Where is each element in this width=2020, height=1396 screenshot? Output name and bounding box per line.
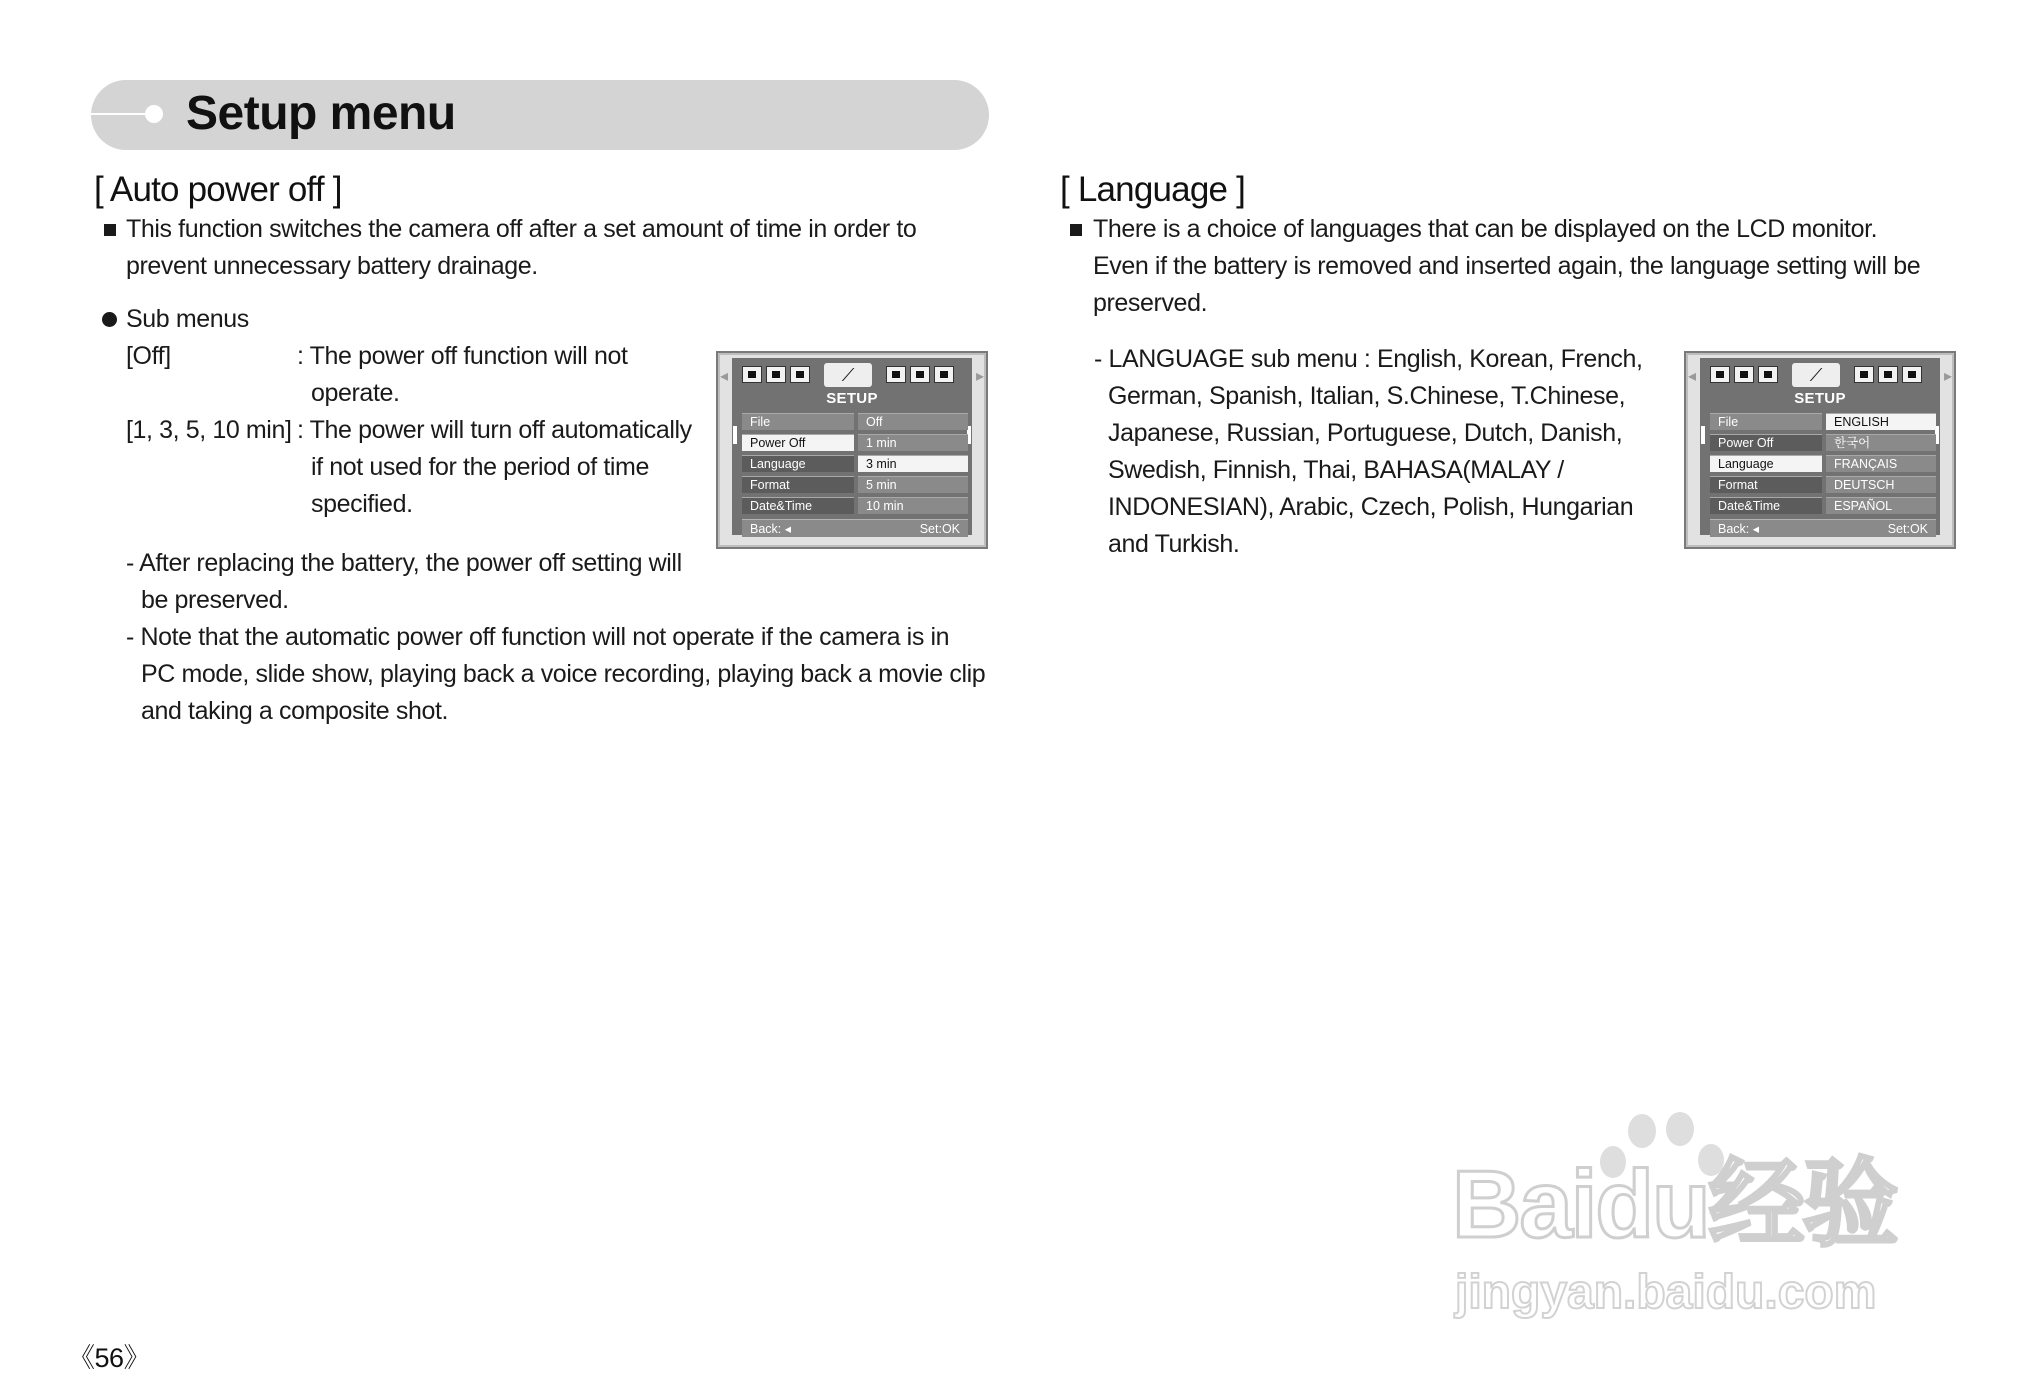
mode-icon bbox=[1902, 366, 1922, 383]
page-title: Setup menu bbox=[186, 87, 456, 140]
mode-icon bbox=[742, 366, 762, 383]
lcd-menu-item: Power Off bbox=[742, 434, 854, 451]
mode-icon bbox=[1758, 366, 1778, 383]
lcd-menu-item: Language bbox=[742, 455, 854, 472]
lcd-setup-header: SETUP bbox=[1794, 390, 1846, 407]
lcd-scroll-marker bbox=[1701, 426, 1705, 444]
lcd-set-label: Set:OK bbox=[919, 522, 960, 536]
watermark-url: jingyan.baidu.com bbox=[1455, 1266, 1877, 1319]
language-intro-2: Even if the battery is removed and inserted again, the language setting will be bbox=[1093, 252, 1921, 280]
mode-icon bbox=[1734, 366, 1754, 383]
mode-icon bbox=[886, 366, 906, 383]
min-option-desc-1: : The power will turn off automatically bbox=[297, 416, 692, 444]
lcd-menu-item: Date&Time bbox=[742, 497, 854, 514]
mode-icon bbox=[1878, 366, 1898, 383]
mode-icon bbox=[1854, 366, 1874, 383]
auto-power-off-title: [ Auto power off ] bbox=[94, 170, 342, 209]
lcd-menu-item: Language bbox=[1710, 455, 1822, 472]
min-option-desc-3: specified. bbox=[311, 490, 413, 518]
off-option-desc-1: : The power off function will not bbox=[297, 342, 628, 370]
lcd-menu-item: Date&Time bbox=[1710, 497, 1822, 514]
mode-icon bbox=[790, 366, 810, 383]
lcd-set-label: Set:OK bbox=[1887, 522, 1928, 536]
square-bullet-icon bbox=[1070, 224, 1082, 236]
language-submenu-5: INDONESIAN), Arabic, Czech, Polish, Hungarian bbox=[1108, 493, 1634, 521]
note-1: - After replacing the battery, the power off setting will bbox=[126, 549, 682, 577]
mode-icon bbox=[1710, 366, 1730, 383]
lcd-value-item: FRANÇAIS bbox=[1826, 455, 1936, 472]
lcd-value-item: DEUTSCH bbox=[1826, 476, 1936, 493]
off-option-desc-2: operate. bbox=[311, 379, 400, 407]
lcd-value-item: 3 min bbox=[858, 455, 968, 472]
note-1-cont: be preserved. bbox=[141, 586, 289, 614]
language-intro-3: preserved. bbox=[1093, 289, 1208, 317]
lcd-back-label: Back: ◂ bbox=[1718, 522, 1760, 536]
lcd-bottom-bar bbox=[742, 519, 968, 537]
lcd-scroll-marker bbox=[733, 426, 737, 444]
right-arrow-icon: ▸ bbox=[1943, 368, 1952, 385]
mode-icon bbox=[910, 366, 930, 383]
language-submenu-6: and Turkish. bbox=[1108, 530, 1240, 558]
lcd-language-screen bbox=[1684, 351, 1956, 549]
lcd-value-item: Off bbox=[858, 413, 968, 430]
auto-power-off-intro-2: prevent unnecessary battery drainage. bbox=[126, 252, 538, 280]
lcd-setup-header: SETUP bbox=[826, 390, 878, 407]
lcd-display bbox=[1688, 358, 1952, 536]
wrench-icon: ⟋ bbox=[824, 363, 872, 387]
note-2-cont-2: and taking a composite shot. bbox=[141, 697, 449, 725]
lcd-back-label: Back: ◂ bbox=[750, 522, 792, 536]
lcd-value-item: ENGLISH bbox=[1826, 413, 1936, 430]
watermark-logo-text: Baidu经验 bbox=[1452, 1151, 1897, 1258]
language-submenu-2: German, Spanish, Italian, S.Chinese, T.Chinese, bbox=[1108, 382, 1626, 410]
left-arrow-icon: ◂ bbox=[1688, 368, 1697, 385]
note-2: - Note that the automatic power off function will not operate if the camera is in bbox=[126, 623, 950, 651]
wrench-icon: ⟋ bbox=[1792, 363, 1840, 387]
lcd-bottom-bar bbox=[1710, 519, 1936, 537]
language-title: [ Language ] bbox=[1060, 170, 1246, 209]
lcd-value-item: 10 min bbox=[858, 497, 968, 514]
lcd-menu-item: File bbox=[742, 413, 854, 430]
lcd-value-item: ESPAÑOL bbox=[1826, 497, 1936, 514]
lcd-display bbox=[720, 358, 984, 536]
mode-icon bbox=[934, 366, 954, 383]
lcd-mode-icons bbox=[1708, 362, 1932, 388]
lcd-mode-icons bbox=[740, 362, 964, 388]
lcd-menu-item: Format bbox=[742, 476, 854, 493]
lcd-power-off-screen bbox=[716, 351, 988, 549]
round-bullet-icon bbox=[102, 312, 117, 327]
min-option-desc-2: if not used for the period of time bbox=[311, 453, 649, 481]
off-option-label: [Off] bbox=[126, 342, 171, 370]
right-arrow-icon: ▸ bbox=[975, 368, 984, 385]
lcd-menu-item: File bbox=[1710, 413, 1822, 430]
min-option-label: [1, 3, 5, 10 min] bbox=[126, 416, 292, 444]
header-decoration-dot bbox=[145, 105, 163, 123]
note-2-cont-1: PC mode, slide show, playing back a voice recording, playing back a movie clip bbox=[141, 660, 986, 688]
page-number: 《56》 bbox=[68, 1343, 151, 1373]
left-arrow-icon: ◂ bbox=[720, 368, 729, 385]
header-decoration-line bbox=[91, 113, 151, 115]
language-intro-1: There is a choice of languages that can be displayed on the LCD monitor. bbox=[1093, 215, 1878, 243]
language-submenu-4: Swedish, Finnish, Thai, BAHASA(MALAY / bbox=[1108, 456, 1564, 484]
lcd-value-item: 5 min bbox=[858, 476, 968, 493]
auto-power-off-intro-1: This function switches the camera off after a set amount of time in order to bbox=[126, 215, 917, 243]
sub-menus-label: Sub menus bbox=[126, 305, 249, 333]
language-submenu-1: - LANGUAGE sub menu : English, Korean, French, bbox=[1094, 345, 1643, 373]
language-submenu-3: Japanese, Russian, Portuguese, Dutch, Danish, bbox=[1108, 419, 1623, 447]
lcd-value-item: 한국어 bbox=[1826, 434, 1936, 451]
lcd-menu-item: Power Off bbox=[1710, 434, 1822, 451]
mode-icon bbox=[766, 366, 786, 383]
square-bullet-icon bbox=[104, 224, 116, 236]
lcd-value-item: 1 min bbox=[858, 434, 968, 451]
lcd-menu-item: Format bbox=[1710, 476, 1822, 493]
